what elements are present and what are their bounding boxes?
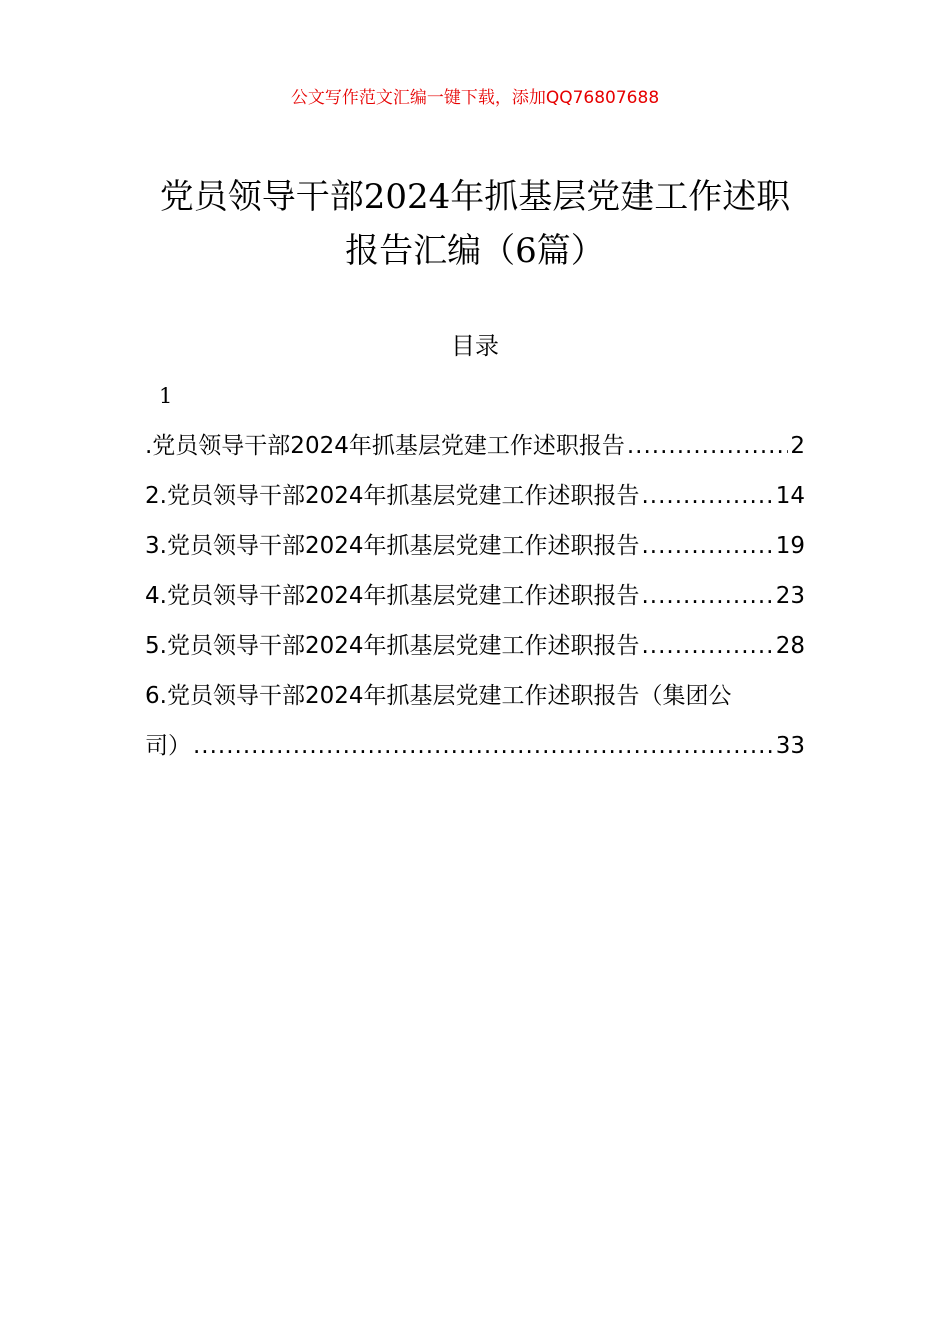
toc-entry-page: 19 (775, 533, 805, 559)
toc-entry-line2 (145, 721, 805, 771)
toc-dot-leader (627, 421, 789, 471)
toc-entry-title-line2: 司） (145, 733, 191, 759)
toc-entry-title-line1: 6.党员领导干部2024年抓基层党建工作述职报告（集团公 (145, 683, 732, 709)
toc-dot-leader (641, 621, 773, 671)
toc-entry-3[interactable] (145, 521, 805, 571)
toc-entry-title: 2.党员领导干部2024年抓基层党建工作述职报告 (145, 483, 640, 509)
toc-dot-leader (641, 521, 773, 571)
toc-entry-1[interactable] (145, 421, 805, 471)
toc-entry-title: 5.党员领导干部2024年抓基层党建工作述职报告 (145, 633, 640, 659)
toc-heading: 目录 (451, 332, 499, 360)
toc-entry-6[interactable] (145, 671, 805, 771)
toc-dot-leader (641, 471, 773, 521)
toc-entry-title: 3.党员领导干部2024年抓基层党建工作述职报告 (145, 533, 640, 559)
toc-entry-page: 14 (775, 483, 805, 509)
toc-entry-page: 28 (775, 633, 805, 659)
toc-entry-page: 23 (775, 583, 805, 609)
toc-entry-2[interactable] (145, 471, 805, 521)
document-title (120, 170, 830, 278)
toc-entry-4[interactable] (145, 571, 805, 621)
toc-entry-title: .党员领导干部2024年抓基层党建工作述职报告 (145, 433, 625, 459)
toc-orphan-number: 1 (159, 384, 173, 408)
toc-entry-5[interactable] (145, 621, 805, 671)
toc-entry-title: 4.党员领导干部2024年抓基层党建工作述职报告 (145, 583, 640, 609)
promo-banner: 公文写作范文汇编一键下载，添加QQ76807688 (290, 88, 660, 108)
toc-dot-leader (193, 721, 774, 771)
document-title-line1: 党员领导干部2024年抓基层党建工作述职 (159, 177, 791, 217)
table-of-contents (145, 421, 805, 771)
toc-entry-page: 2 (790, 433, 805, 459)
toc-entry-page: 33 (775, 733, 805, 759)
toc-dot-leader (641, 571, 773, 621)
document-title-line2: 报告汇编（6篇） (345, 231, 605, 271)
